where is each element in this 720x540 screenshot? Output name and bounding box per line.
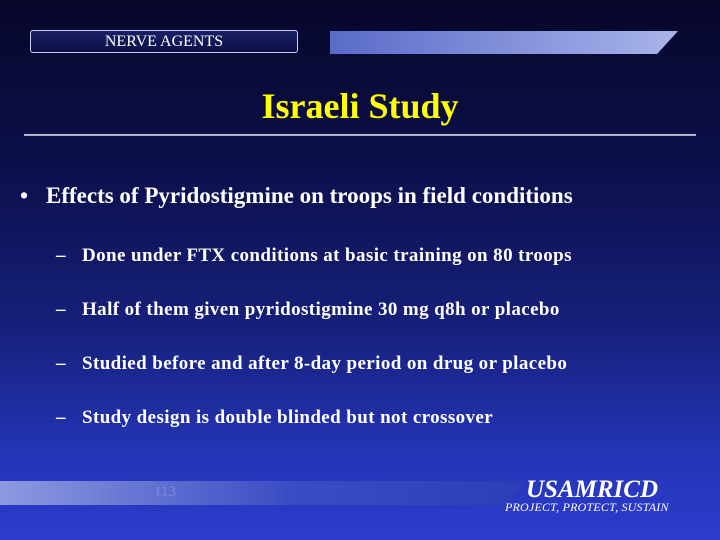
sub-bullet-marker: – — [56, 245, 66, 266]
sub-bullet-marker: – — [56, 407, 66, 428]
sub-bullet — [56, 297, 560, 323]
sub-bullet — [56, 243, 572, 269]
topic-label: NERVE AGENTS — [30, 30, 298, 53]
sub-bullet-marker: – — [56, 299, 66, 320]
footer-decorative-bar — [0, 481, 527, 505]
sub-bullet-text: Studied before and after 8-day period on drug or placebo — [82, 353, 568, 374]
sub-bullet-marker: – — [56, 353, 66, 374]
sub-bullet-text: Done under FTX conditions at basic training on 80 troops — [82, 245, 572, 266]
bullet-marker: • — [20, 183, 29, 208]
slide-title: Israeli Study — [261, 86, 459, 126]
organization-name: USAMRICD — [526, 476, 658, 503]
title-divider — [24, 134, 696, 136]
sub-bullet-text: Half of them given pyridostigmine 30 mg q8h or placebo — [82, 299, 560, 320]
organization-motto: PROJECT, PROTECT, SUSTAIN — [505, 500, 669, 514]
main-bullet-text: Effects of Pyridostigmine on troops in field conditions — [46, 183, 573, 208]
sub-bullet-text: Study design is double blinded but not crossover — [82, 407, 494, 428]
page-number: 113 — [154, 484, 176, 500]
header-decorative-bar — [330, 31, 678, 54]
main-bullet — [20, 180, 573, 212]
sub-bullet — [56, 351, 567, 377]
sub-bullet — [56, 405, 493, 431]
